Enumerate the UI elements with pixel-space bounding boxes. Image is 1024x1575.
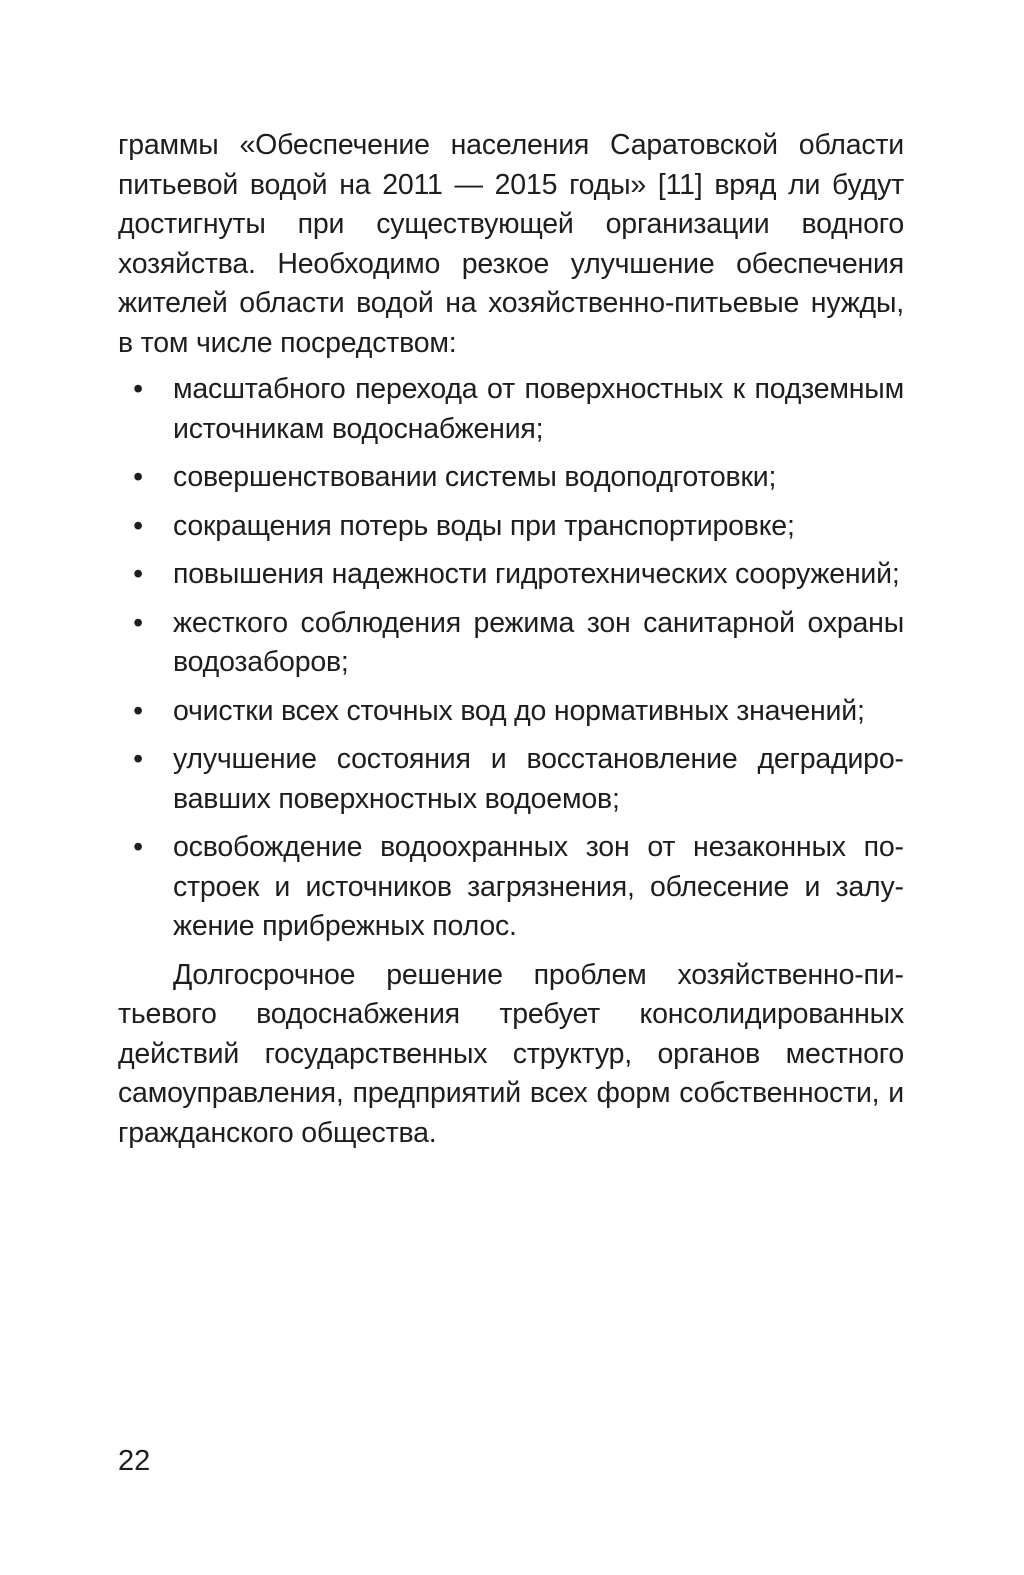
list-item-text: жесткого соблюдения режима зон санитарной охраны водозаборов; <box>173 606 904 678</box>
list-item <box>118 370 904 449</box>
list-item <box>118 828 904 947</box>
bullet-icon: • <box>133 373 143 405</box>
list-item-text: совершенствовании системы водоподготовки; <box>173 461 777 493</box>
list-item-text: масштабного перехода от поверхностных к подземным источникам водоснабжения; <box>173 373 904 445</box>
measures-list <box>118 370 904 947</box>
bullet-icon: • <box>133 558 143 590</box>
bullet-icon: • <box>133 606 143 639</box>
list-item-text: очистки всех сточных вод до нормативных значений; <box>173 694 865 727</box>
list-item-text: освобождение водоохранных зон от незаконных построек и источников загрязнения, облесение и залужение прибрежных полос. <box>173 831 904 942</box>
list-item <box>118 458 904 498</box>
closing-paragraph: Долгосрочное решение проблем хозяйственно-питьевого водоснабжения требует консолидированных действий государственных структур, органов местного самоуправления, предприятий всех форм собственности, и гражданского общества. <box>118 958 904 1149</box>
bullet-icon: • <box>133 743 143 775</box>
bullet-icon: • <box>133 509 143 542</box>
list-item-text: улучшение состояния и восстановление деградировавших поверхностных водоемов; <box>173 743 904 815</box>
list-item-text: повышения надежности гидротехнических сооружений; <box>173 558 900 590</box>
bullet-icon: • <box>133 461 143 493</box>
bullet-icon: • <box>133 831 143 863</box>
list-item <box>118 604 904 683</box>
bullet-icon: • <box>133 694 143 727</box>
list-item-text: сокращения потерь воды при транспортировке; <box>173 509 795 542</box>
list-item <box>118 555 904 595</box>
list-item <box>118 507 904 547</box>
lead-paragraph: граммы «Обеспечение населения Саратовской области питьевой водой на 2011 — 2015 годы» [11] вряд ли будут достигнуты при существующей организации водного хозяйства. Необходимо резкое улучшение обеспечения жителей области водой на хозяйственно-питьевые нужды, в том числе посредством: <box>118 129 904 359</box>
list-item <box>118 692 904 732</box>
page-number: 22 <box>118 1445 151 1477</box>
page-body <box>118 126 904 1153</box>
list-item <box>118 740 904 819</box>
